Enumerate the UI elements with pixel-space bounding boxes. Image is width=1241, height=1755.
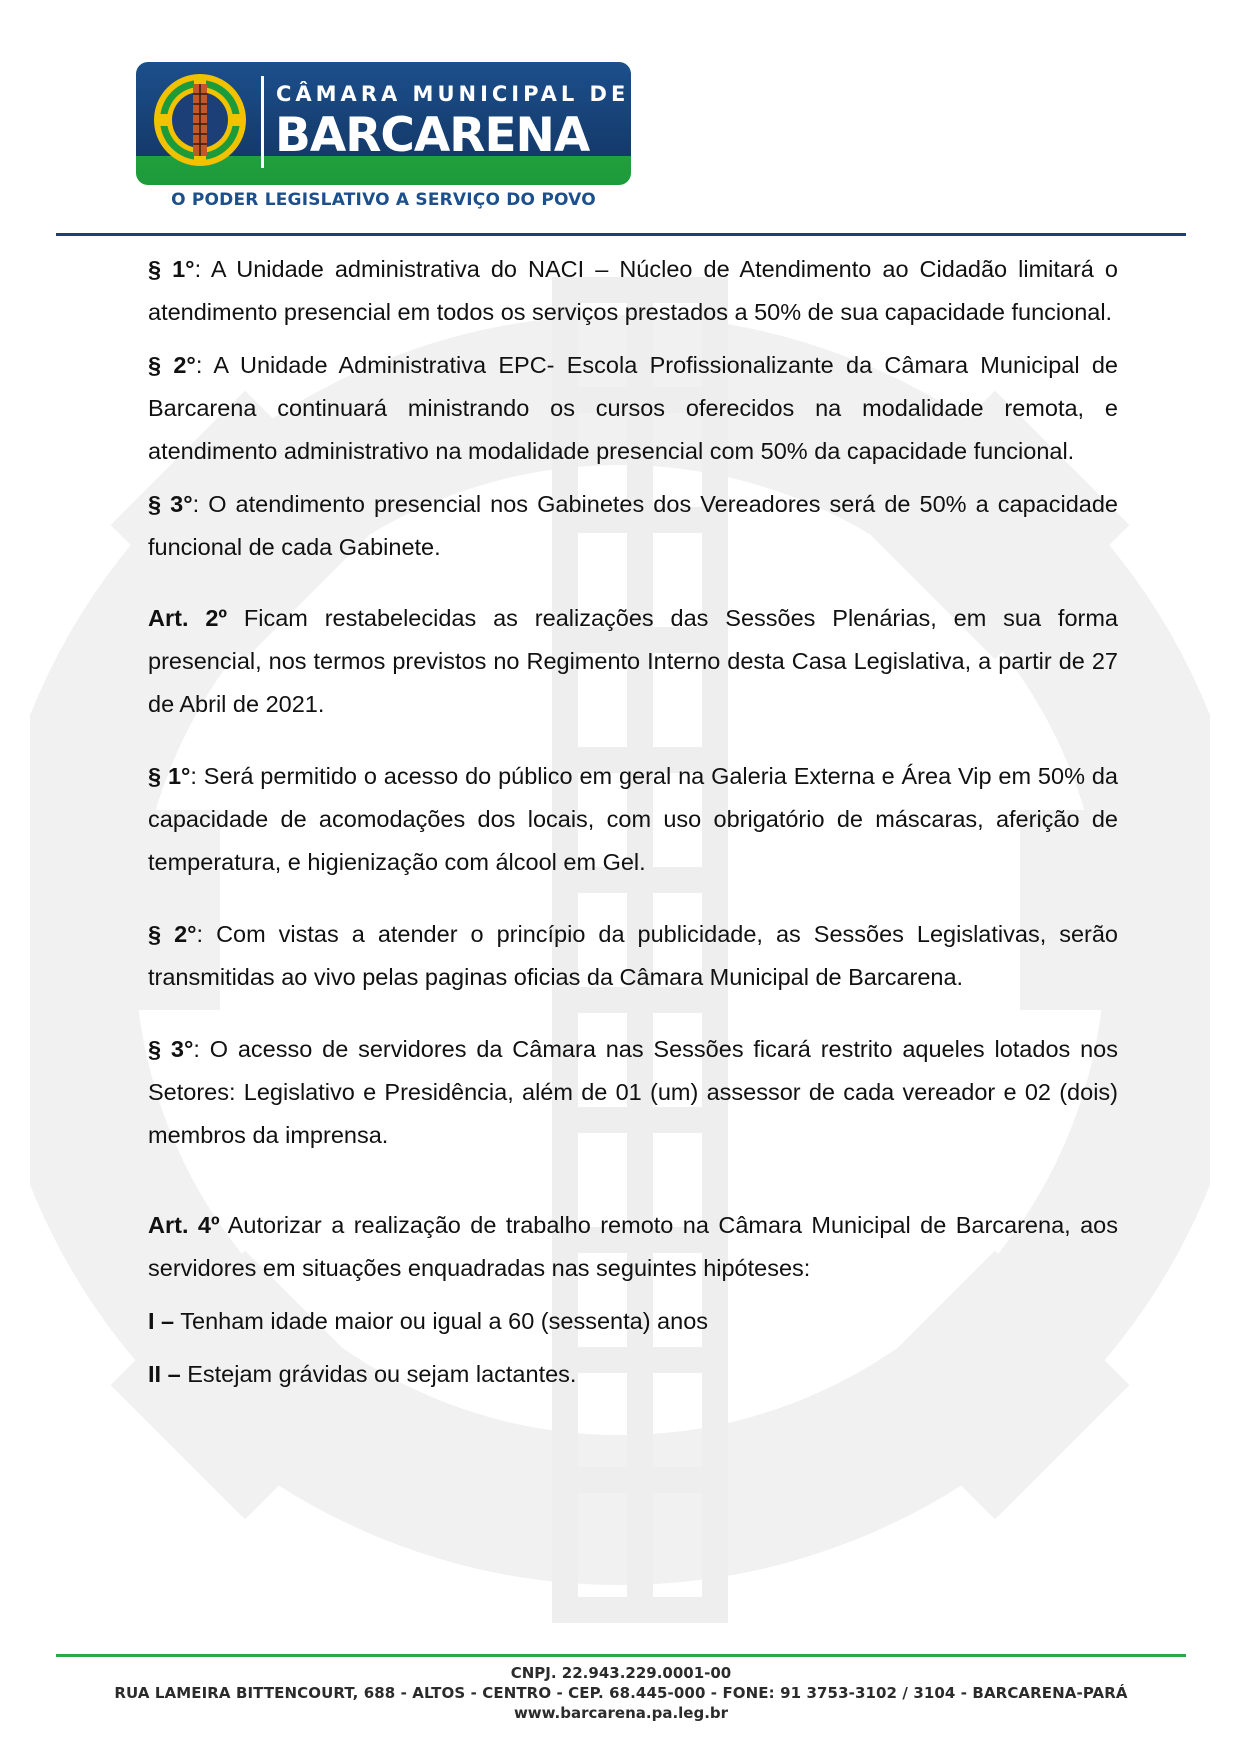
list-item [148,1300,1118,1343]
list-item-text: Estejam grávidas ou sejam lactantes. [180,1361,577,1387]
paragraph-text: : O atendimento presencial nos Gabinetes dos Vereadores será de 50% a capacidade funcional de cada Gabinete. [148,491,1118,560]
paragraph [148,913,1118,999]
paragraph [148,483,1118,569]
paragraph [148,755,1118,884]
logo-divider [261,76,264,168]
paragraph-label: § 3° [148,1036,194,1062]
paragraph-label: § 3° [148,491,193,517]
paragraph-label: § 2° [148,921,197,947]
paragraph-label: § 2° [148,352,196,378]
org-name-line1: CÂMARA MUNICIPAL DE [276,82,630,106]
paragraph-text: : Será permitido o acesso do público em geral na Galeria Externa e Área Vip em 50% da capacidade de acomodações dos locais, com uso obrigatório de máscaras, aferição de temperatura, e higienização com álcool em Gel. [148,763,1118,875]
footer-cnpj: CNPJ. 22.943.229.0001-00 [510,1664,732,1682]
header-divider [56,233,1186,236]
paragraph-text: : A Unidade Administrativa EPC- Escola Profissionalizante da Câmara Municipal de Barcarena continuará ministrando os cursos oferecidos na modalidade remota, e atendimento administrativo na modalidade presencial com 50% da capacidade funcional. [148,352,1118,464]
paragraph [148,1028,1118,1157]
document-body [148,248,1118,1396]
footer-divider [56,1654,1186,1657]
paragraph [148,248,1118,334]
paragraph [148,344,1118,473]
paragraph-label: § 1° [148,763,191,789]
list-item [148,1353,1118,1396]
list-item-text: Tenham idade maior ou igual a 60 (sessenta) anos [174,1308,709,1334]
paragraph-text: : Com vistas a atender o princípio da publicidade, as Sessões Legislativas, serão transmitidas ao vivo pelas paginas oficias da Câmara Municipal de Barcarena. [148,921,1118,990]
paragraph-label: Art. 4º [148,1212,220,1238]
tagline: O PODER LEGISLATIVO A SERVIÇO DO POVO [171,190,596,210]
header-logo [136,62,631,185]
list-item-label: II – [148,1361,181,1387]
paragraph-text: Ficam restabelecidas as realizações das Sessões Plenárias, em sua forma presencial, nos termos previstos no Regimento Interno desta Casa Legislativa, a partir de 27 de Abril de 2021. [148,605,1119,717]
footer-address: RUA LAMEIRA BITTENCOURT, 688 - ALTOS - CENTRO - CEP. 68.445-000 - FONE: 91 3753-3102 / 3104 - BARCARENA-PARÁ [114,1684,1128,1702]
gear-emblem-icon [150,70,250,170]
footer-website[interactable]: www.barcarena.pa.leg.br [513,1704,729,1722]
paragraph [148,1204,1118,1290]
paragraph-label: Art. 2º [148,605,227,631]
paragraph-text: : O acesso de servidores da Câmara nas Sessões ficará restrito aqueles lotados nos Setores: Legislativo e Presidência, além de 01 (um) assessor de cada vereador e 02 (dois) membros da imprensa. [148,1036,1118,1148]
paragraph-text: Autorizar a realização de trabalho remoto na Câmara Municipal de Barcarena, aos servidores em situações enquadradas nas seguintes hipóteses: [148,1212,1118,1281]
org-name-line2: BARCARENA [275,108,590,163]
paragraph-label: § 1° [148,256,195,282]
paragraph-text: : A Unidade administrativa do NACI – Núcleo de Atendimento ao Cidadão limitará o atendimento presencial em todos os serviços prestados a 50% de sua capacidade funcional. [148,256,1118,325]
paragraph [148,597,1118,726]
list-item-label: I – [148,1308,175,1334]
